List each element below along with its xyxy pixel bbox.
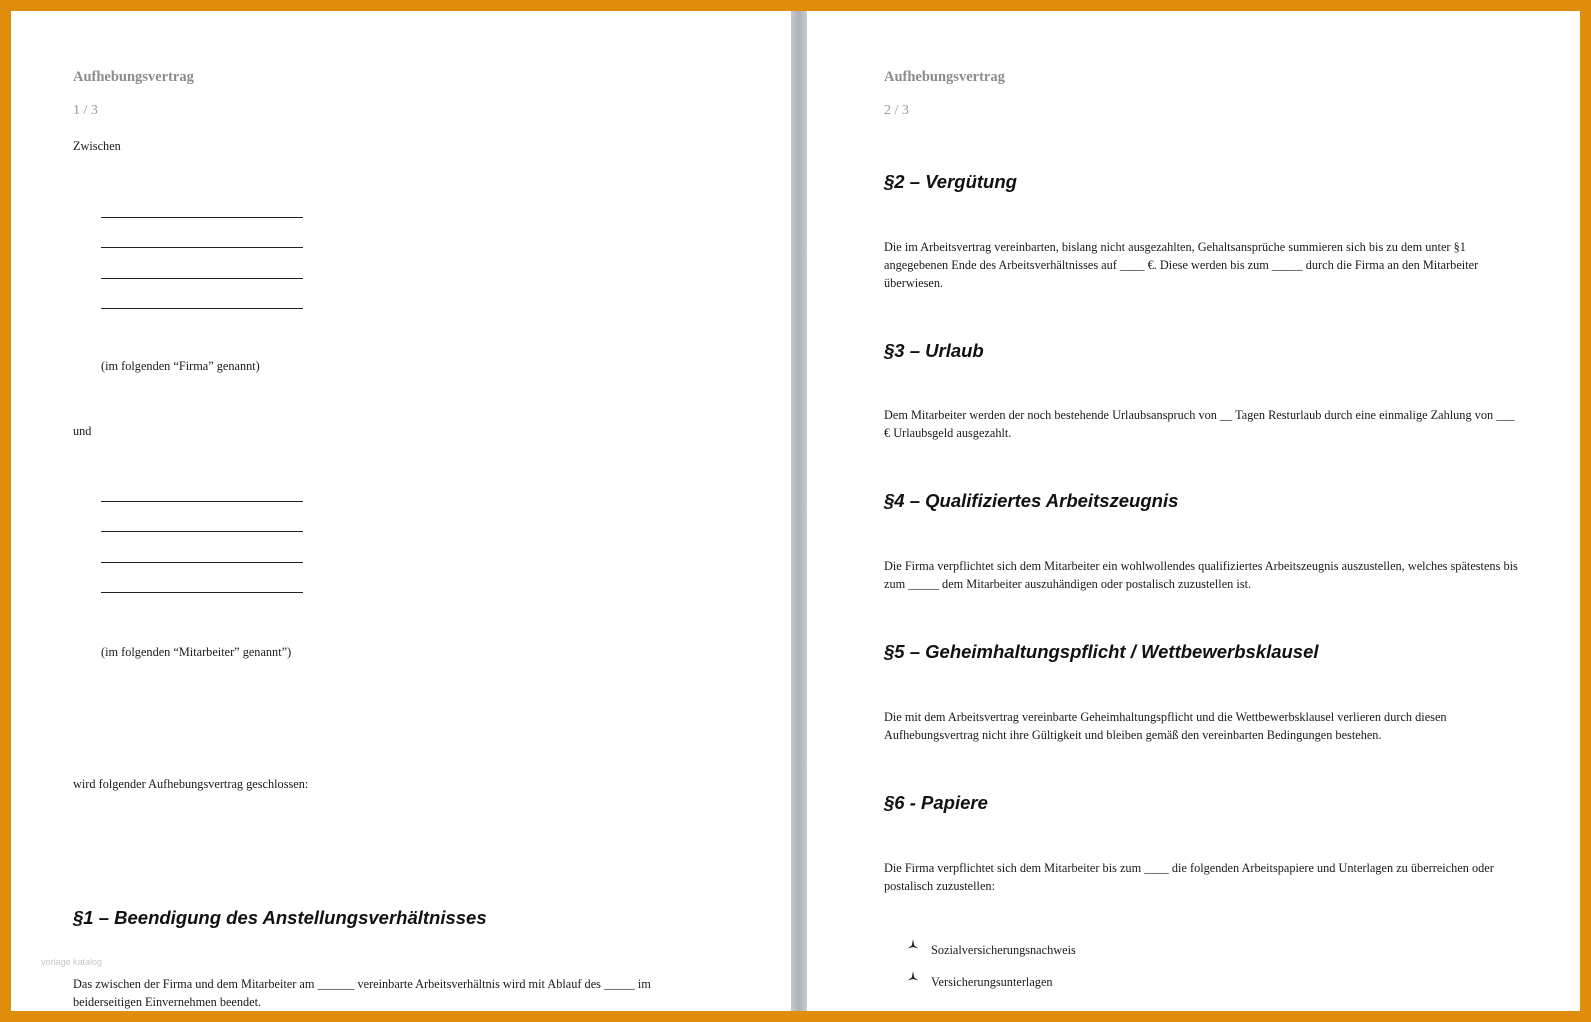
section-4-title: §4 – Qualifiziertes Arbeitszeugnis — [884, 490, 1179, 511]
section-6-text: Die Firma verpflichtet sich dem Mitarbeiter bis zum ____ die folgenden Arbeitspapiere und Unterlagen zu überreichen oder postalisch zuzustellen: — [884, 861, 1494, 893]
employee-note: (im folgenden “Mitarbeiter” genannt”) — [101, 645, 292, 659]
page-header: Aufhebungsvertrag — [73, 69, 194, 85]
section-3-text: Dem Mitarbeiter werden der noch bestehende Urlaubsanspruch von __ Tagen Resturlaub durch eine einmalige Zahlung von ___ € Urlaubsgeld ausgezahlt. — [884, 408, 1515, 440]
employee-blank-line — [101, 501, 303, 502]
between-label: Zwischen — [73, 139, 121, 153]
page-number: 2 / 3 — [884, 103, 909, 118]
company-blank-line — [101, 247, 303, 248]
section-4-text: Die Firma verpflichtet sich dem Mitarbeiter ein wohlwollendes qualifiziertes Arbeitszeugnis auszustellen, welches spätestens bis zum _____ dem Mitarbeiter auszuhändigen oder postalisch zuzustellen ist. — [884, 559, 1518, 591]
section-3-title: §3 – Urlaub — [884, 340, 984, 361]
arrowhead-bullet-icon — [907, 970, 919, 982]
company-note: (im folgenden “Firma” genannt) — [101, 359, 260, 373]
company-blank-line — [101, 308, 303, 309]
company-blank-line — [101, 278, 303, 279]
watermark: vorlage katalog — [41, 957, 103, 967]
section-5-text: Die mit dem Arbeitsvertrag vereinbarte Geheimhaltungspflicht und die Wettbewerbsklausel verlieren durch diesen Aufhebungsvertrag nicht ihre Gültigkeit und bleiben gemäß den vereinbarten Bedingungen bestehen. — [884, 710, 1447, 742]
section-1-title: §1 – Beendigung des Anstellungsverhältnisses — [73, 907, 487, 928]
company-blank-line — [101, 217, 303, 218]
employee-blank-line — [101, 592, 303, 593]
employee-blank-line — [101, 531, 303, 532]
arrowhead-bullet-icon — [907, 938, 919, 950]
bullet-item: Versicherungsunterlagen — [931, 975, 1053, 989]
document-page-1 — [11, 11, 791, 1011]
page-header: Aufhebungsvertrag — [884, 69, 1005, 85]
and-label: und — [73, 424, 92, 438]
employee-blank-line — [101, 562, 303, 563]
section-5-title: §5 – Geheimhaltungspflicht / Wettbewerbsklausel — [884, 641, 1319, 662]
bullet-item: Sozialversicherungsnachweis — [931, 943, 1076, 957]
page-number: 1 / 3 — [73, 103, 98, 118]
section-1-text: Das zwischen der Firma und dem Mitarbeiter am ______ vereinbarte Arbeitsverhältnis wird mit Ablauf des _____ im beiderseitigen Einvernehmen beendet. — [73, 977, 651, 1009]
closing-sentence: wird folgender Aufhebungsvertrag geschlossen: — [73, 777, 309, 791]
document-page-2 — [807, 11, 1580, 1011]
section-2-title: §2 – Vergütung — [884, 171, 1017, 192]
section-2-text: Die im Arbeitsvertrag vereinbarten, bislang nicht ausgezahlten, Gehaltsansprüche summieren sich bis zu dem unter §1 angegebenen Ende des Arbeitsverhältnisses auf ____ €. Diese werden bis zum _____ durch die Firma an den Mitarbeiter überwiesen. — [884, 240, 1479, 290]
page-gutter — [791, 11, 807, 1011]
section-6-title: §6 - Papiere — [884, 792, 988, 813]
